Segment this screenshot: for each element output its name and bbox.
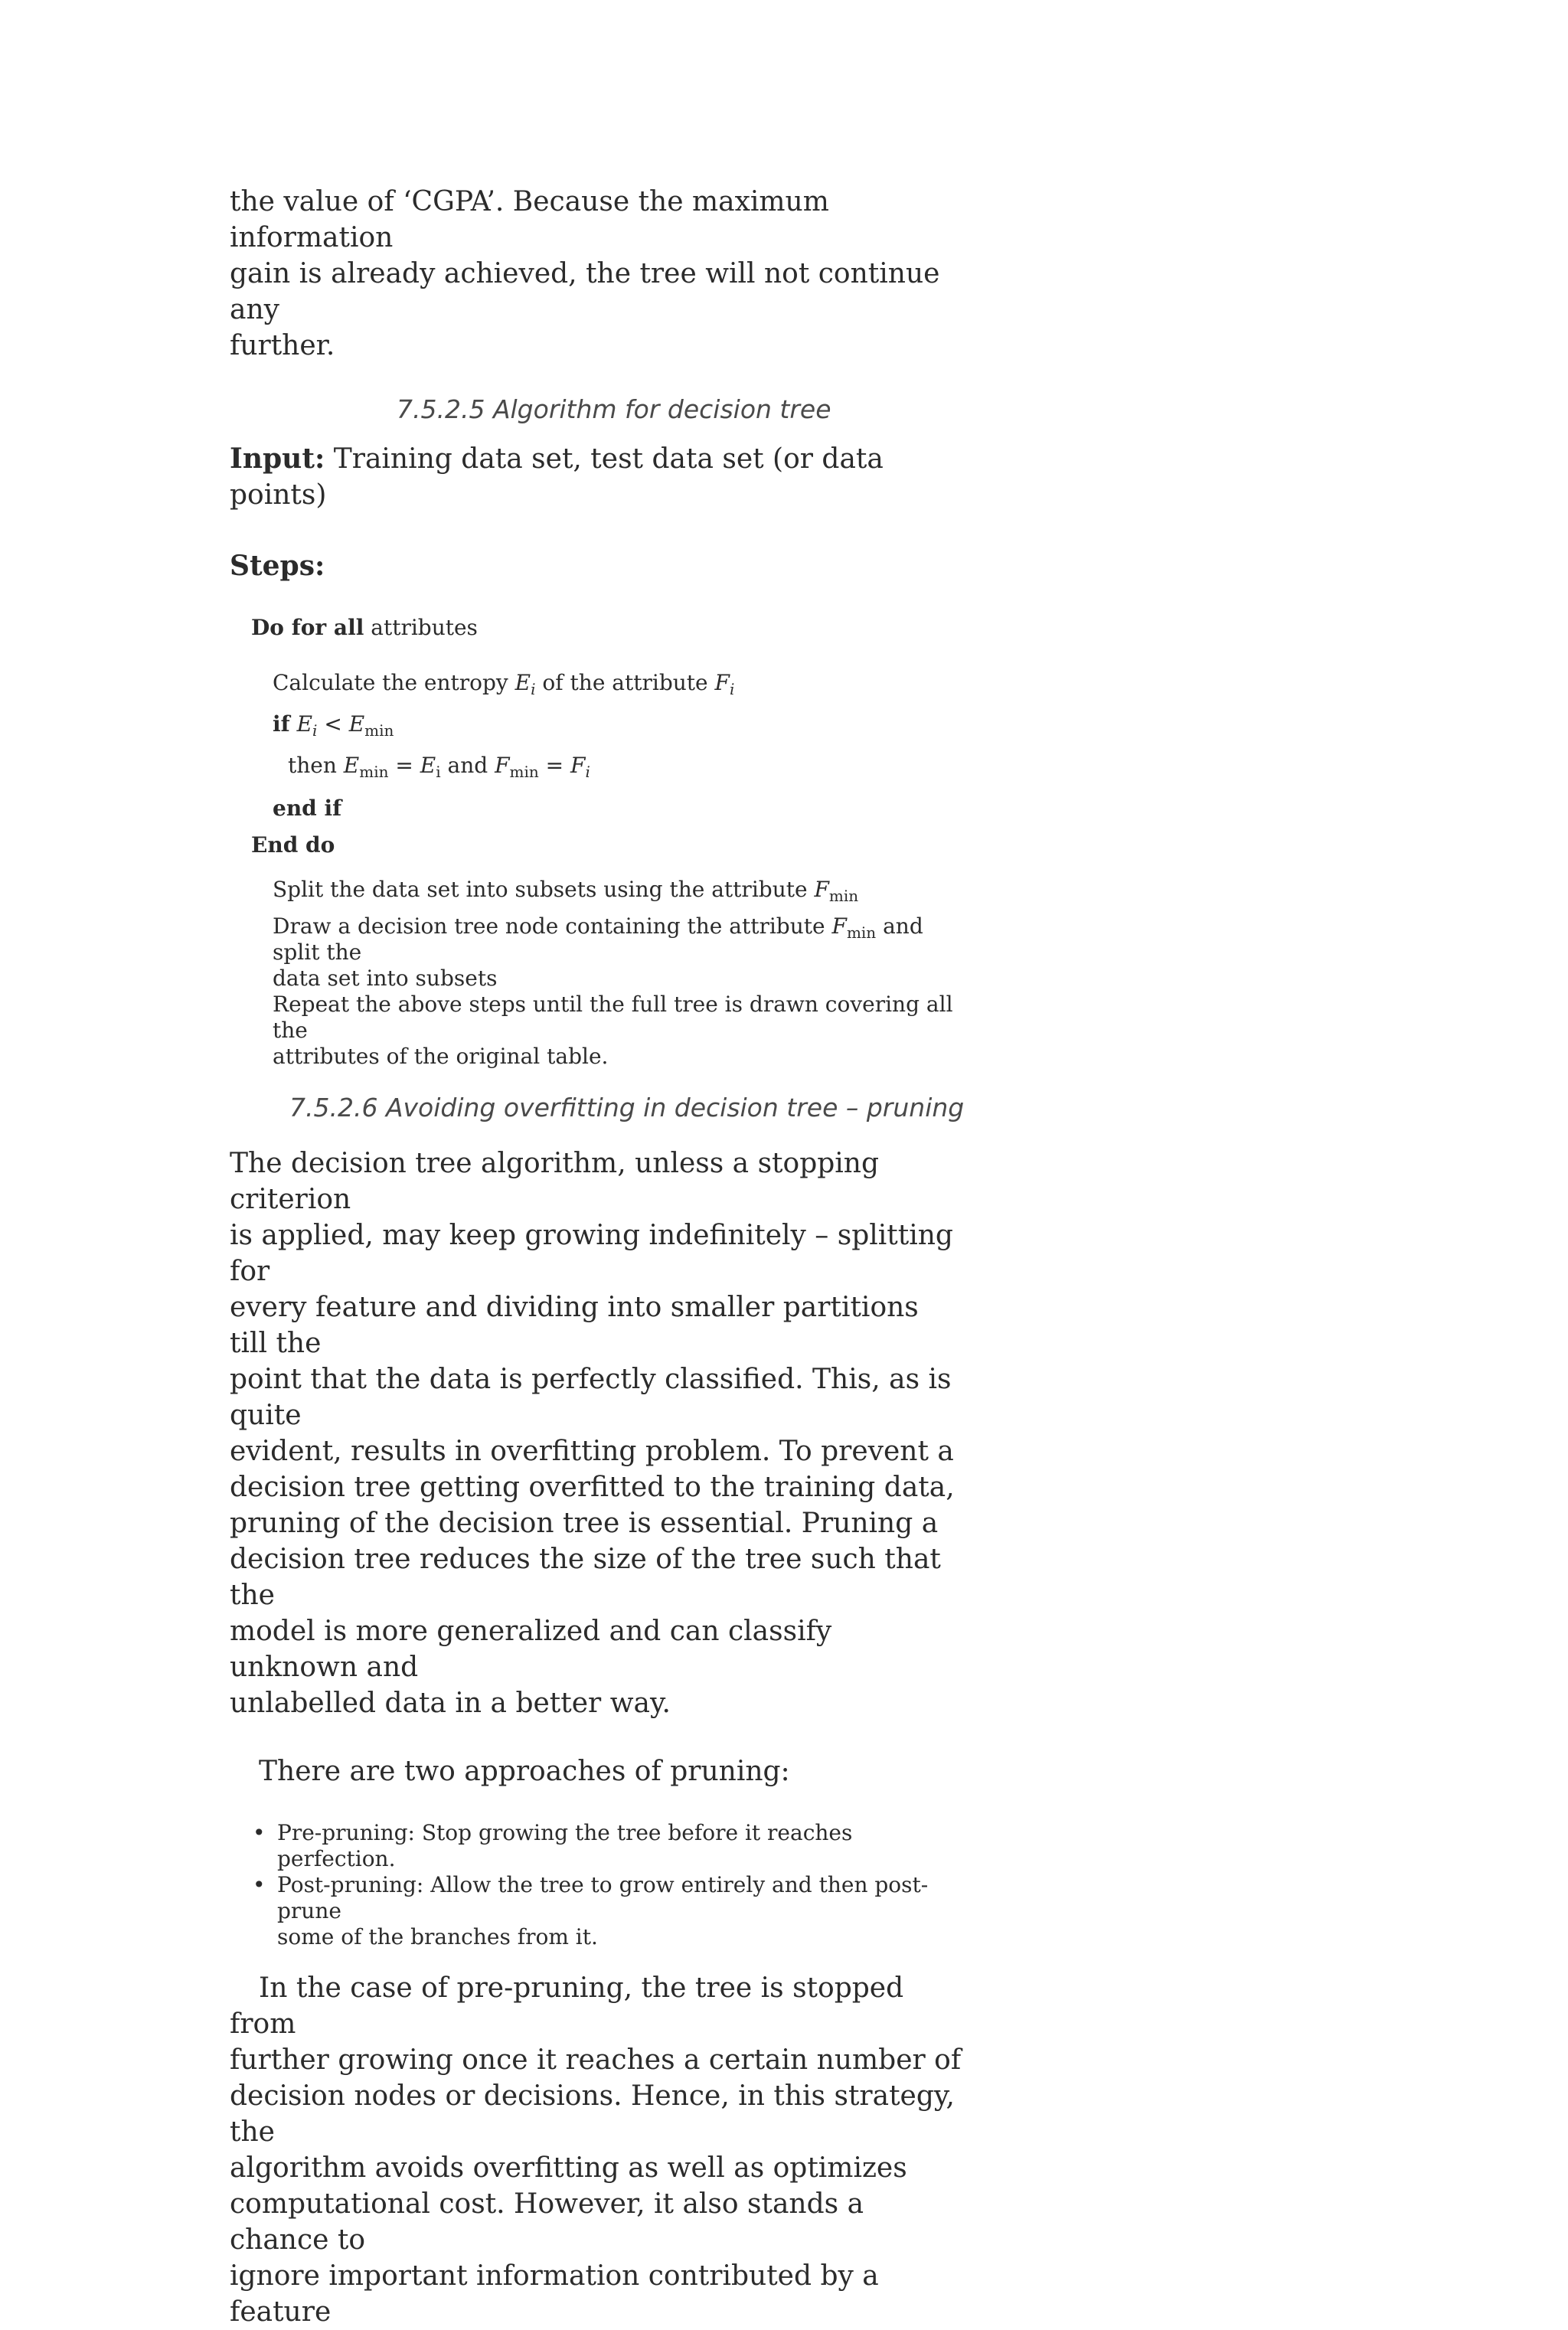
algo-text: data set into subsets <box>273 966 498 991</box>
input-label: Input: <box>230 443 325 475</box>
algo-end-do: End do <box>251 832 335 858</box>
list-item <box>230 1872 965 1950</box>
section-heading-algorithm: 7.5.2.5 Algorithm for decision tree <box>397 394 831 424</box>
algorithm-block <box>230 615 965 1070</box>
sub-i: i <box>531 680 536 698</box>
sub-i: i <box>436 763 441 781</box>
keyword-then: then <box>288 753 344 778</box>
list-item-text: Post-pruning: Allow the tree to grow entirely and then post-prune <box>277 1872 929 1923</box>
sub-min: min <box>509 763 539 781</box>
var-e: E <box>348 711 365 737</box>
text-line: gain is already achieved, the tree will not continue any <box>230 258 940 325</box>
var-f: F <box>814 877 829 902</box>
pruning-paragraph <box>230 1145 965 1721</box>
bullet-icon: • <box>253 1872 266 1897</box>
list-item <box>230 1820 965 1872</box>
algo-text: Calculate the entropy <box>273 670 515 695</box>
text-line: decision tree getting overfitted to the training data, <box>230 1472 955 1503</box>
approaches-intro: There are two approaches of pruning: <box>259 1756 790 1787</box>
sub-min: min <box>359 763 389 781</box>
text-line: is applied, may keep growing indefinitely – splitting for <box>230 1220 953 1287</box>
algo-text: = <box>388 753 420 778</box>
algo-text: Split the data set into subsets using the attribute <box>273 877 815 902</box>
text-line: evident, results in overfitting problem. To prevent a <box>230 1436 954 1467</box>
text-line: computational cost. However, it also stands a chance to <box>230 2188 864 2256</box>
text-line: further. <box>230 330 335 361</box>
algo-text: Repeat the above steps until the full tree is drawn covering all the <box>273 992 953 1043</box>
keyword-if: if <box>273 711 290 737</box>
bullet-icon: • <box>253 1820 266 1845</box>
sub-i: i <box>312 721 318 740</box>
sub-min: min <box>828 887 859 905</box>
algo-text: and <box>440 753 495 778</box>
algo-text: = <box>538 753 571 778</box>
top-paragraph <box>230 184 965 364</box>
algo-text: of the attribute <box>535 670 715 695</box>
algo-split <box>230 877 965 903</box>
text-line: The decision tree algorithm, unless a stopping criterion <box>230 1148 880 1215</box>
algo-then <box>230 753 965 779</box>
page-content <box>230 184 965 2330</box>
text-line: ignore important information contributed by a feature <box>230 2260 879 2328</box>
var-e: E <box>420 753 436 778</box>
algo-text: attributes of the original table. <box>273 1044 609 1069</box>
text-line: the value of ‘CGPA’. Because the maximum information <box>230 186 829 253</box>
final-paragraph <box>230 1970 965 2330</box>
algo-end-if: end if <box>273 796 342 821</box>
var-f: F <box>714 670 730 695</box>
var-f: F <box>495 753 510 778</box>
algo-text: < <box>317 711 349 737</box>
algo-calc-entropy <box>230 670 965 696</box>
var-e: E <box>296 711 313 737</box>
algo-if <box>230 711 965 740</box>
algo-draw <box>230 913 965 1070</box>
text-line: unlabelled data in a better way. <box>230 1688 671 1719</box>
text-line: point that the data is perfectly classified. This, as is quite <box>230 1364 952 1431</box>
algo-text: attributes <box>364 615 478 640</box>
var-f: F <box>831 913 847 939</box>
input-line <box>230 441 965 513</box>
sub-i: i <box>585 763 590 781</box>
var-e: E <box>514 670 531 695</box>
keyword-do-for-all: Do for all <box>251 615 364 640</box>
sub-min: min <box>846 923 877 942</box>
text-line: model is more generalized and can classify unknown and <box>230 1616 832 1683</box>
var-e: E <box>343 753 360 778</box>
var-f: F <box>570 753 586 778</box>
text-line: algorithm avoids overfitting as well as optimizes <box>230 2152 907 2184</box>
input-text: Training data set, test data set (or data points) <box>230 443 884 511</box>
text-line: every feature and dividing into smaller partitions till the <box>230 1292 919 1359</box>
algo-do-for-all <box>230 615 965 641</box>
text-line: In the case of pre-pruning, the tree is stopped from <box>230 1972 904 2040</box>
sub-min: min <box>364 721 394 740</box>
text-line: decision tree reduces the size of the tree such that the <box>230 1544 941 1611</box>
text-line: further growing once it reaches a certain number of <box>230 2044 962 2076</box>
algo-text: and split the <box>273 913 923 965</box>
text-line: pruning of the decision tree is essential. Pruning a <box>230 1508 939 1539</box>
sub-i: i <box>729 680 735 698</box>
algo-text: Draw a decision tree node containing the attribute <box>273 913 832 939</box>
pruning-approaches-list <box>230 1820 965 1950</box>
list-item-text: some of the branches from it. <box>277 1924 598 1949</box>
steps-label: Steps: <box>230 550 325 582</box>
section-heading-pruning: 7.5.2.6 Avoiding overfitting in decision tree – pruning <box>289 1093 965 1123</box>
list-item-text: Pre-pruning: Stop growing the tree before it reaches perfection. <box>277 1820 853 1871</box>
text-line: decision nodes or decisions. Hence, in this strategy, the <box>230 2080 955 2148</box>
